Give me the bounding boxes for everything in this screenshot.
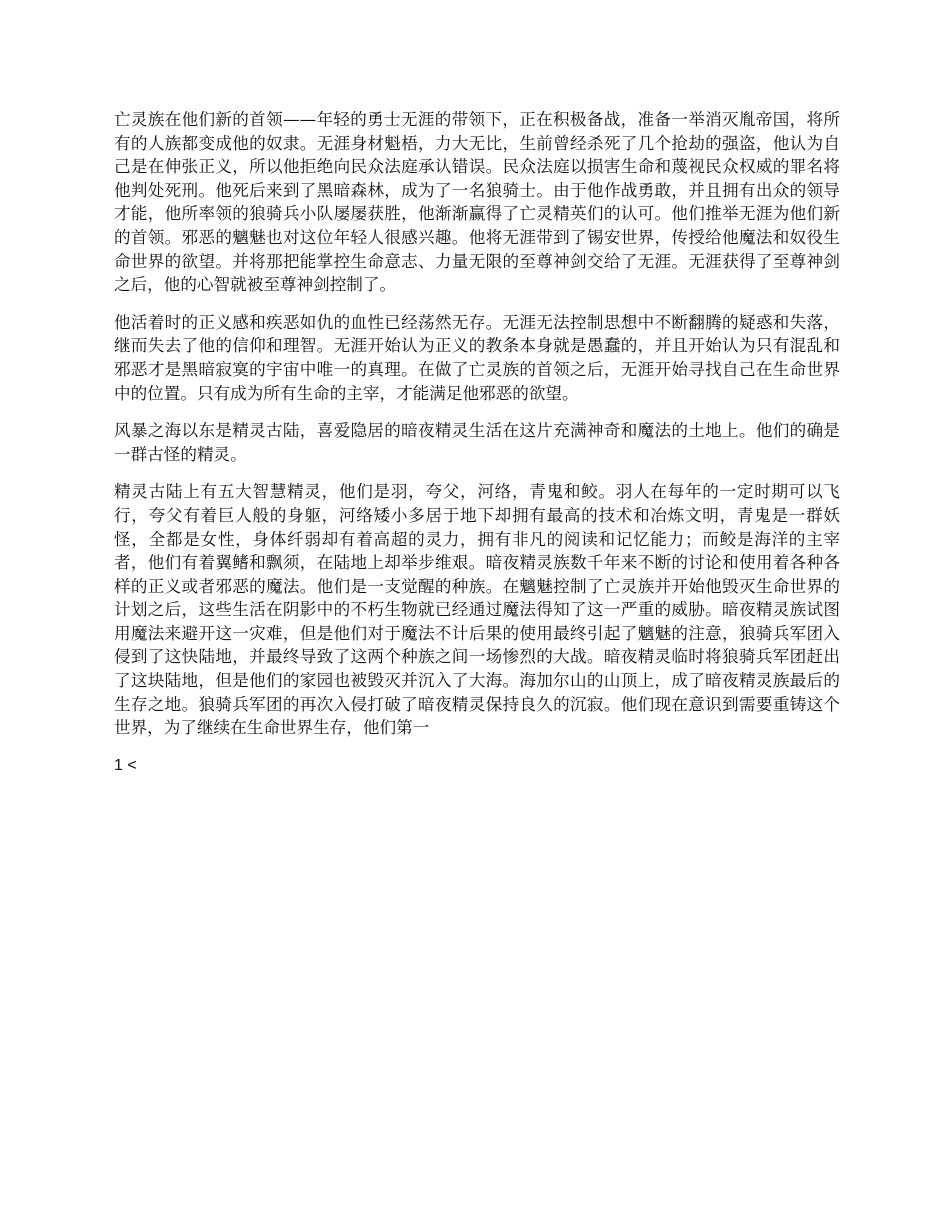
paragraph-1: 亡灵族在他们新的首领——年轻的勇士无涯的带领下，正在积极备战，准备一举消灭胤帝国，将所有的人族都变成他的奴隶。无涯身材魁梧，力大无比，生前曾经杀死了几个抢劫的强盗，他认为自己是在伸张正义，所以他拒绝向民众法庭承认错误。民众法庭以损害生命和蔑视民众权威的罪名将他判处死刑。他死后来到了黑暗森林，成为了一名狼骑士。由于他作战勇敢，并且拥有出众的领导才能，他所率领的狼骑兵小队屡屡获胜，他渐渐赢得了亡灵精英们的认可。他们推举无涯为他们新的首领。邪恶的魑魅也对这位年轻人很感兴趣。他将无涯带到了锡安世界，传授给他魔法和奴役生命世界的欲望。并将那把能掌控生命意志、力量无限的至尊神剑交给了无涯。无涯获得了至尊神剑之后，他的心智就被至尊神剑控制了。 <box>114 110 840 295</box>
paragraph-3: 风暴之海以东是精灵古陆，喜爱隐居的暗夜精灵生活在这片充满神奇和魔法的土地上。他们的确是一群古怪的精灵。 <box>114 421 840 464</box>
paragraph-4: 精灵古陆上有五大智慧精灵，他们是羽，夸父，河络，青鬼和鲛。羽人在每年的一定时期可以飞行，夸父有着巨人般的身躯，河络矮小多居于地下却拥有最高的技术和冶炼文明，青鬼是一群妖怪，全都是女性，身体纤弱却有着高超的灵力，拥有非凡的阅读和记忆能力；而鲛是海洋的主宰者，他们有着翼鳍和飘须，在陆地上却举步维艰。暗夜精灵族数千年来不断的讨论和使用着各种各样的正义或者邪恶的魔法。他们是一支觉醒的种族。在魑魅控制了亡灵族并开始他毁灭生命世界的计划之后，这些生活在阴影中的不朽生物就已经通过魔法得知了这一严重的威胁。暗夜精灵族试图用魔法来避开这一灾难，但是他们对于魔法不计后果的使用最终引起了魑魅的注意，狼骑兵军团入侵到了这快陆地，并最终导致了这两个种族之间一场惨烈的大战。暗夜精灵临时将狼骑兵军团赶出了这块陆地，但是他们的家园也被毁灭并沉入了大海。海加尔山的山顶上，成了暗夜精灵族最后的生存之地。狼骑兵军团的再次入侵打破了暗夜精灵保持良久的沉寂。他们现在意识到需要重铸这个世界，为了继续在生命世界生存，他们第一 <box>114 482 840 738</box>
page-number: 1 < <box>114 756 137 774</box>
paragraph-2: 他活着时的正义感和疾恶如仇的血性已经荡然无存。无涯无法控制思想中不断翻腾的疑惑和失落，继而失去了他的信仰和理智。无涯开始认为正义的教条本身就是愚蠢的，并且开始认为只有混乱和邪恶才是黑暗寂寞的宇宙中唯一的真理。在做了亡灵族的首领之后，无涯开始寻找自己在生命世界中的位置。只有成为所有生命的主宰，才能满足他邪恶的欲望。 <box>114 312 840 403</box>
document-page <box>114 108 840 777</box>
